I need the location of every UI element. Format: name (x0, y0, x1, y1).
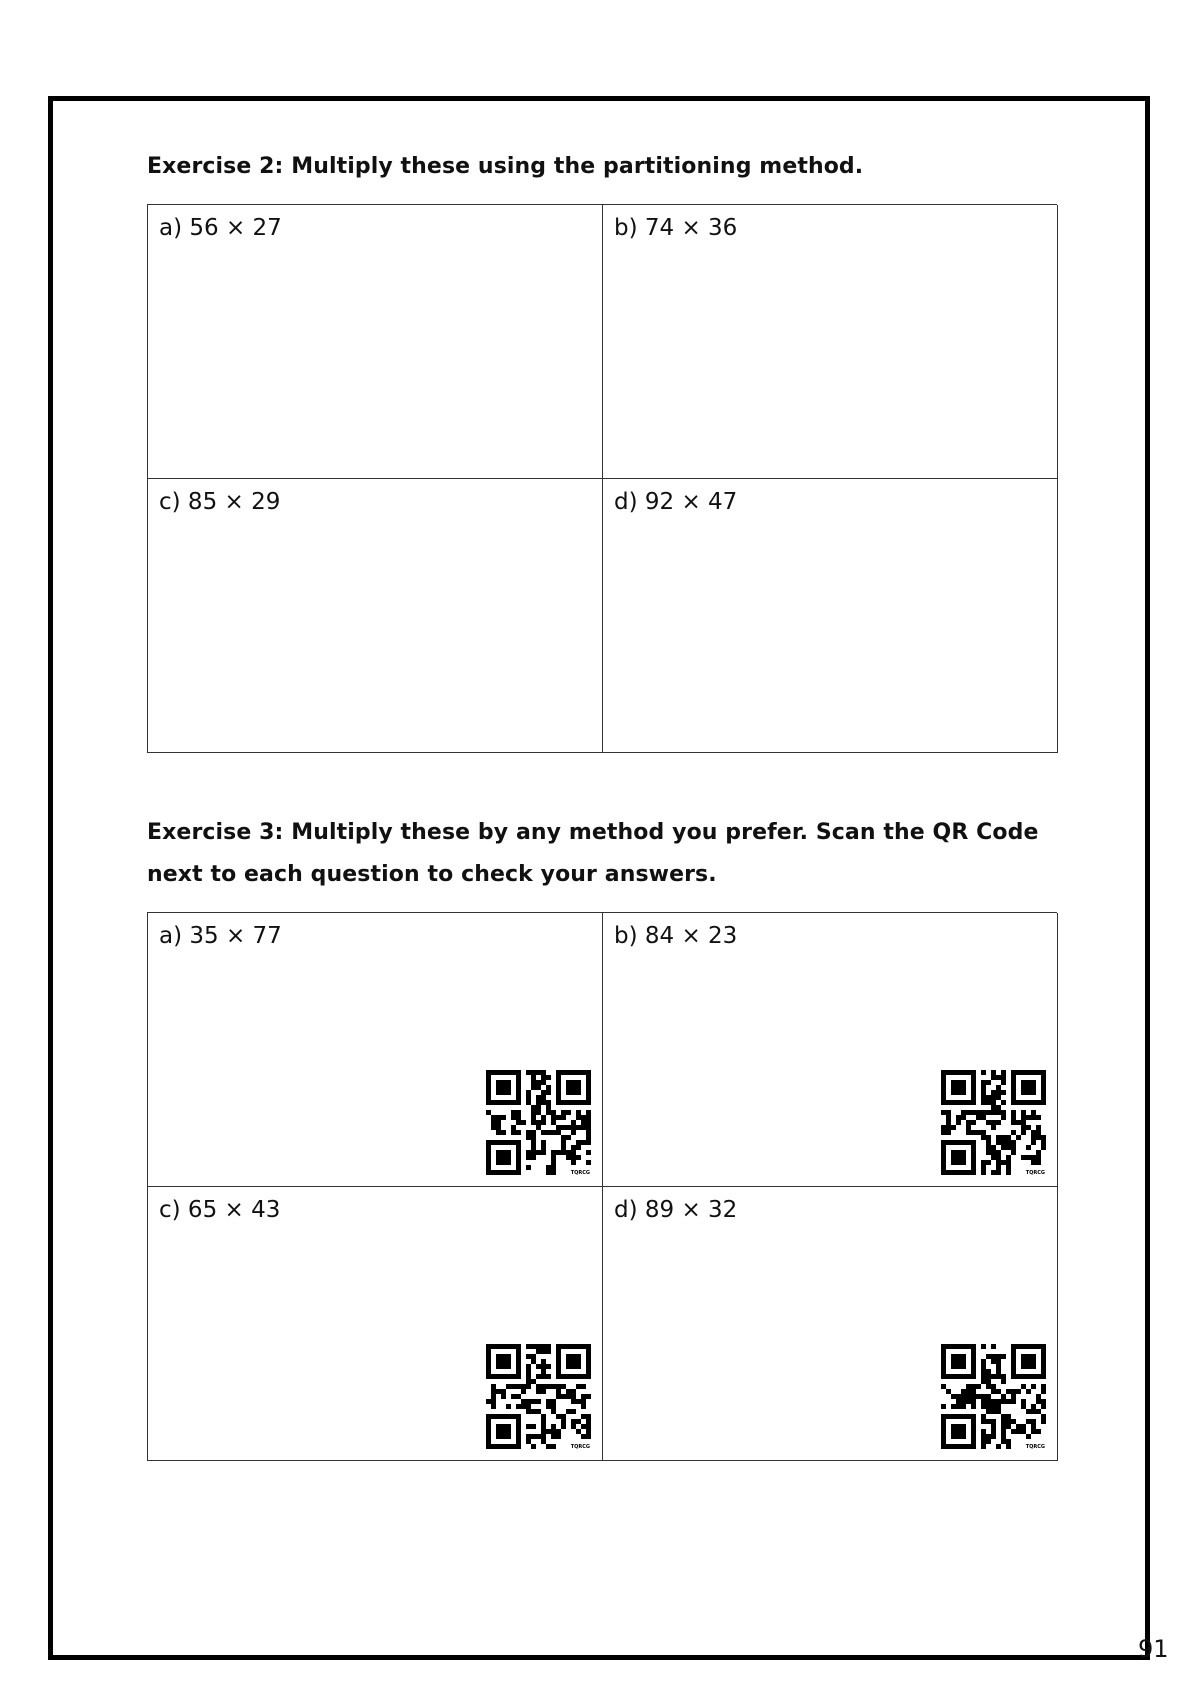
exercise-2-heading: Exercise 2: Multiply these using the partitioning method. (147, 154, 864, 179)
exercise-3-answer-box-a[interactable] (148, 913, 603, 1187)
exercise-2-answer-grid (147, 204, 1057, 753)
exercise-3-answer-box-b[interactable] (603, 913, 1058, 1187)
qr-caption: TQRCG (1025, 1444, 1045, 1450)
question-label: b) 74 × 36 (614, 215, 738, 241)
qr-code-graphic (941, 1344, 1047, 1450)
qr-caption: TQRCG (1025, 1170, 1045, 1176)
exercise-3-answer-box-d[interactable] (603, 1187, 1058, 1461)
page-number: 91 (1138, 1635, 1169, 1663)
exercise-2-answer-box-b[interactable] (603, 205, 1058, 479)
question-label: d) 89 × 32 (614, 1197, 738, 1223)
exercise-3-heading: Exercise 3: Multiply these by any method you prefer. Scan the QR Code next to each question to check your answers. (147, 820, 1039, 887)
qr-code-graphic (941, 1070, 1047, 1176)
question-label: b) 84 × 23 (614, 923, 738, 949)
exercise-2-answer-box-a[interactable] (148, 205, 603, 479)
question-label: a) 56 × 27 (159, 215, 282, 241)
exercise-3-answer-box-c[interactable] (148, 1187, 603, 1461)
qr-code-graphic (486, 1070, 592, 1176)
exercise-2-answer-box-c[interactable] (148, 479, 603, 753)
qr-code-icon[interactable] (941, 1344, 1047, 1450)
qr-caption: TQRCG (570, 1444, 590, 1450)
qr-caption: TQRCG (570, 1170, 590, 1176)
qr-code-graphic (486, 1344, 592, 1450)
question-label: c) 65 × 43 (159, 1197, 281, 1223)
question-label: a) 35 × 77 (159, 923, 282, 949)
question-label: c) 85 × 29 (159, 489, 281, 515)
exercise-2-answer-box-d[interactable] (603, 479, 1058, 753)
qr-code-icon[interactable] (941, 1070, 1047, 1176)
exercise-3-answer-grid (147, 912, 1057, 1461)
question-label: d) 92 × 47 (614, 489, 738, 515)
qr-code-icon[interactable] (486, 1070, 592, 1176)
qr-code-icon[interactable] (486, 1344, 592, 1450)
